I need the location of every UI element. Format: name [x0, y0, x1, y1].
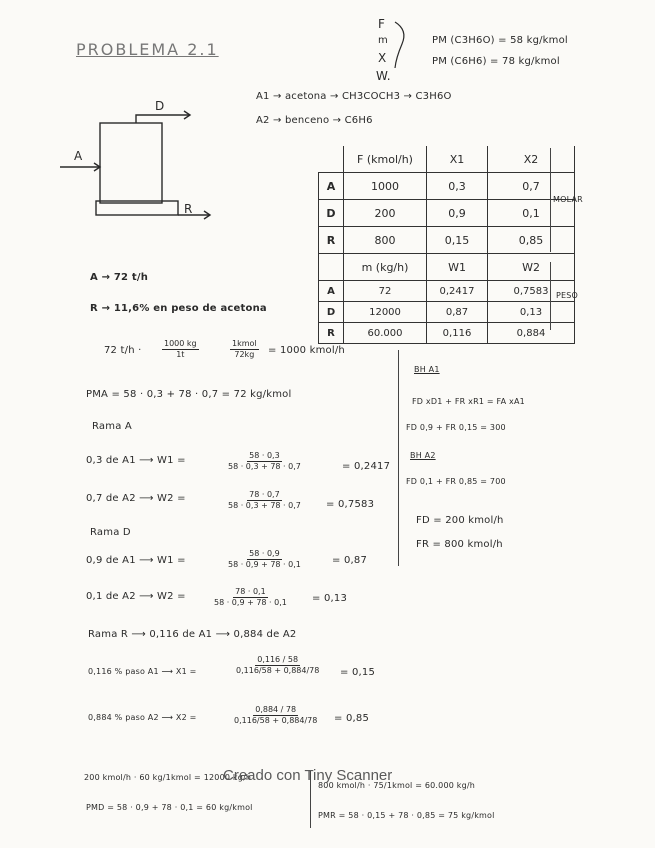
- balance-eq-3: FD 0,1 + FR 0,85 = 700: [406, 477, 506, 486]
- pmr-line: PMR = 58 · 0,15 + 78 · 0,85 = 75 kg/kmol: [318, 811, 495, 820]
- a-w1-lhs: 0,3 de A1 ⟶ W1 =: [86, 455, 186, 466]
- r-x1-fraction: $\frac{0,116 / 58}{0,116/58 + 0,884/78}$: [236, 655, 320, 675]
- legend-f: F: [378, 17, 386, 31]
- result-fd: FD = 200 kmol/h: [416, 515, 504, 526]
- molar-label: MOLAR: [553, 195, 583, 204]
- balance-eq-2: FD 0,9 + FR 0,15 = 300: [406, 423, 506, 432]
- a-w2-fraction: $\frac{78 \cdot 0,7}{58 \cdot 0,3 + 78 \cdot 0,7}$: [228, 490, 301, 510]
- given-r: R → 11,6% en peso de acetona: [90, 303, 267, 314]
- balance-table: [318, 146, 575, 344]
- conv-fraction-2: 1kmol 72kg: [232, 339, 257, 359]
- result-fr: FR = 800 kmol/h: [416, 539, 503, 550]
- top-line: [136, 115, 190, 123]
- d-w1-lhs: 0,9 de A1 ⟶ W1 =: [86, 555, 186, 566]
- a-w2-lhs: 0,7 de A2 ⟶ W2 =: [86, 493, 186, 504]
- r-x1-result: = 0,15: [340, 667, 376, 678]
- d-w2-lhs: 0,1 de A2 ⟶ W2 =: [86, 591, 186, 602]
- legend-w: W.: [376, 69, 391, 83]
- molar-header-row: [319, 146, 575, 173]
- stream-a-label: A: [74, 149, 83, 163]
- rama-r-heading: Rama R ⟶ 0,116 de A1 ⟶ 0,884 de A2: [88, 629, 297, 640]
- table-row: R 60.000 0,116 0,884: [319, 323, 575, 344]
- pm-acetona: PM (C3H6O) = 58 kg/kmol: [432, 35, 568, 46]
- stream-r-label: R: [184, 202, 193, 216]
- table-row: A 1000 0,3 0,7: [319, 173, 575, 200]
- table-row: D 200 0,9 0,1: [319, 200, 575, 227]
- legend-brace: [392, 20, 412, 70]
- d-w2-fraction: $\frac{78 \cdot 0,1}{58 \cdot 0,9 + 78 \cdot 0,1}$: [214, 587, 287, 607]
- rama-a-heading: Rama A: [92, 421, 132, 432]
- r-x2-result: = 0,85: [334, 713, 370, 724]
- given-a: A → 72 t/h: [90, 272, 149, 283]
- mass-label: PESO: [556, 291, 579, 300]
- d-w1-fraction: $\frac{58 \cdot 0,9}{58 \cdot 0,9 + 78 \cdot 0,1}$: [228, 549, 301, 569]
- a-w1-fraction: $\frac{58 \cdot 0,3}{58 \cdot 0,3 + 78 \cdot 0,7}$: [228, 451, 301, 471]
- a-w2-result: = 0,7583: [326, 499, 375, 510]
- rama-d-heading: Rama D: [90, 527, 131, 538]
- d-w2-result: = 0,13: [312, 593, 348, 604]
- legend-x: X: [378, 51, 387, 65]
- pm-benceno: PM (C6H6) = 78 kg/kmol: [432, 56, 560, 67]
- balances-divider: [398, 350, 399, 566]
- col-x1: X1: [427, 146, 488, 173]
- process-diagram: [60, 95, 230, 235]
- balance-eq-1: FD xD1 + FR xR1 = FA xA1: [412, 397, 525, 406]
- a-w1-result: = 0,2417: [342, 461, 391, 472]
- bottom-calc-1: 200 kmol/h · 60 kg/1kmol = 12000 kg/h: [84, 773, 252, 782]
- d-w1-result: = 0,87: [332, 555, 368, 566]
- col-m: m (kg/h): [344, 254, 427, 281]
- table-row: D 12000 0,87 0,13: [319, 302, 575, 323]
- conv-result: = 1000 kmol/h: [268, 345, 345, 356]
- mass-bracket: [550, 262, 551, 330]
- col-w1: W1: [427, 254, 488, 281]
- col-x2: X2: [488, 146, 575, 173]
- conv-lhs: 72 t/h ·: [104, 345, 142, 356]
- column-body: [100, 123, 162, 203]
- legend-m: m: [378, 35, 388, 46]
- pmd-line: PMD = 58 · 0,9 + 78 · 0,1 = 60 kg/kmol: [86, 803, 253, 812]
- r-x2-fraction: $\frac{0,884 / 78}{0,116/58 + 0,884/78}$: [234, 705, 318, 725]
- molar-bracket: [550, 148, 551, 252]
- r-x2-lhs: 0,884 % paso A2 ⟶ X2 =: [88, 713, 197, 722]
- pma-line: PMA = 58 · 0,3 + 78 · 0,7 = 72 kg/kmol: [86, 389, 292, 400]
- bh-a2-heading: BH A2: [410, 451, 436, 460]
- bottom-calc-2: 800 kmol/h · 75/1kmol = 60.000 kg/h: [318, 781, 476, 790]
- col-f: F (kmol/h): [344, 146, 427, 173]
- col-w2: W2: [488, 254, 575, 281]
- table-row: A 72 0,2417 0,7583: [319, 281, 575, 302]
- page-title: PROBLEMA 2.1: [76, 40, 219, 59]
- stream-d-label: D: [155, 99, 165, 113]
- watermark: Creado con Tiny Scanner: [223, 767, 393, 784]
- r-x1-lhs: 0,116 % paso A1 ⟶ X1 =: [88, 667, 197, 676]
- conv-fraction-1: $\frac{1000 kg}{1t}$: [164, 339, 197, 359]
- mass-header-row: [319, 254, 575, 281]
- component-a1: A1 → acetona → CH3COCH3 → C3H6O: [256, 91, 452, 102]
- component-a2: A2 → benceno → C6H6: [256, 115, 373, 126]
- bh-a1-heading: BH A1: [414, 365, 440, 374]
- table-row: R 800 0,15 0,85: [319, 227, 575, 254]
